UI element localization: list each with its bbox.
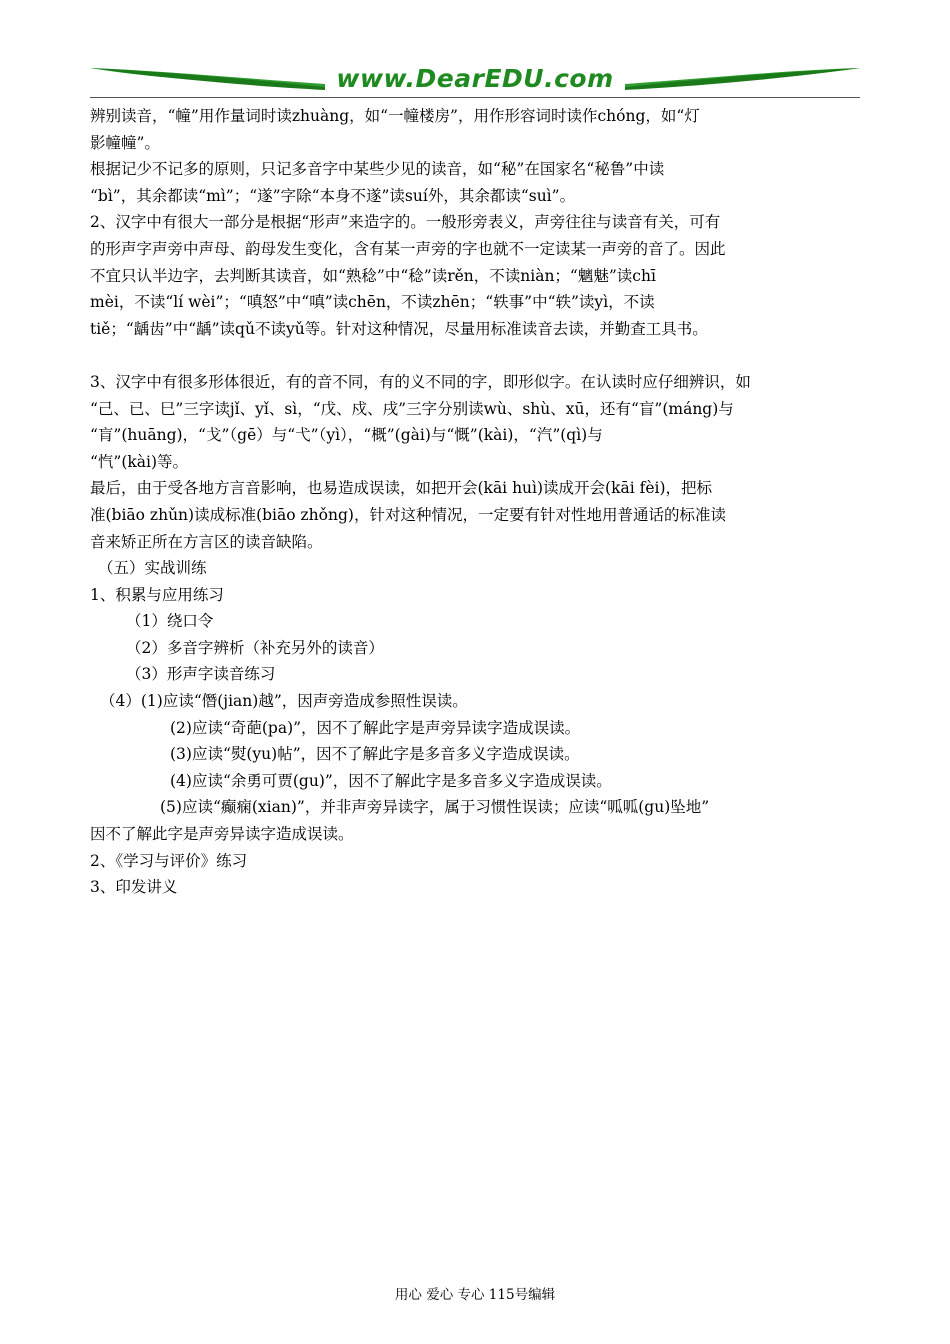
text-line: “忾”(kài)等。 [90,452,189,471]
page-footer: 用心 爱心 专心 115号编辑 [394,1287,556,1303]
list-item: 3、印发讲义 [90,878,178,897]
text-line: 不宜只认半边字，去判断其读音，如“熟稔”中“稔”读rěn，不读niàn；“魑魅”读chī [90,266,656,285]
page-header [90,60,860,100]
section-heading: （五）实战训练 [98,559,207,578]
text-line: 辨别读音，“幢”用作量词时读zhuàng，如“一幢楼房”，用作形容词时读作chóng，如“灯 [90,107,700,125]
list-item: (4)应读“余勇可贾(gu)”，因不了解此字是多音多义字造成误读。 [170,771,612,790]
text-line: 3、汉字中有很多形体很近，有的音不同，有的义不同的字，即形似字。在认读时应仔细辨识，如 [90,372,751,391]
blank-line [90,342,870,369]
site-logo: www.DearEDU.com [336,64,614,93]
list-item: （3）形声字读音练习 [126,665,276,684]
text-line: 根据记少不记多的原则，只记多音字中某些少见的读音，如“秘”在国家名“秘鲁”中读 [90,160,665,179]
text-line: 准(biāo zhǔn)读成标准(biāo zhǒng)，针对这种情况，一定要有针对性地用普通话的标准读 [90,505,726,524]
list-item: 2、《学习与评价》练习 [90,851,248,870]
list-item: (2)应读“奇葩(pa)”，因不了解此字是声旁异读字造成误读。 [170,718,581,737]
list-item: 1、积累与应用练习 [90,585,224,604]
text-line: 因不了解此字是声旁异读字造成误读。 [90,825,354,844]
header-divider [90,97,860,98]
list-item: （4）(1)应读“僭(jian)越”，因声旁造成参照性误读。 [100,692,468,711]
text-line: 2、汉字中有很大一部分是根据“形声”来造字的。一般形旁表义，声旁往往与读音有关，可有 [90,213,721,232]
text-line: 的形声字声旁中声母、韵母发生变化，含有某一声旁的字也就不一定读某一声旁的音了。因此 [90,239,726,258]
text-line: 最后，由于受各地方言音影响，也易造成误读，如把开会(kāi huì)读成开会(kāi fèi)，把标 [90,479,713,498]
text-line: mèi，不读“lí wèi”；“嗔怒”中“嗔”读chēn，不读zhēn；“轶事”中“轶”读yì，不读 [90,293,655,312]
text-line: “己、已、巳”三字读jǐ、yǐ、sì，“戊、戍、戌”三字分别读wù、shù、xū，还有“盲”(máng)与 [90,399,734,418]
document-body [90,103,870,901]
text-line: “bì”，其余都读“mì”；“遂”字除“本身不遂”读suí外，其余都读“suì”。 [90,186,576,205]
list-item: （1）绕口令 [126,612,214,631]
text-line: “肓”(huāng)，“戈”（gē）与“弋”（yì），“概”(gài)与“慨”(kài)，“汽”(qì)与 [90,426,603,445]
list-item: (5)应读“癫痫(xian)”，并非声旁异读字，属于习惯性误读；应读“呱呱(gu)坠地” [160,798,710,817]
text-line: 影幢幢”。 [90,133,160,152]
list-item: （2）多音字辨析（补充另外的读音） [126,638,384,657]
text-line: tiě；“龋齿”中“龋”读qǔ不读yǔ等。针对这种情况，尽量用标准读音去读，并勤查工具书。 [90,319,708,338]
list-item: (3)应读“熨(yu)帖”，因不了解此字是多音多义字造成误读。 [170,745,580,764]
text-line: 音来矫正所在方言区的读音缺陷。 [90,532,323,551]
